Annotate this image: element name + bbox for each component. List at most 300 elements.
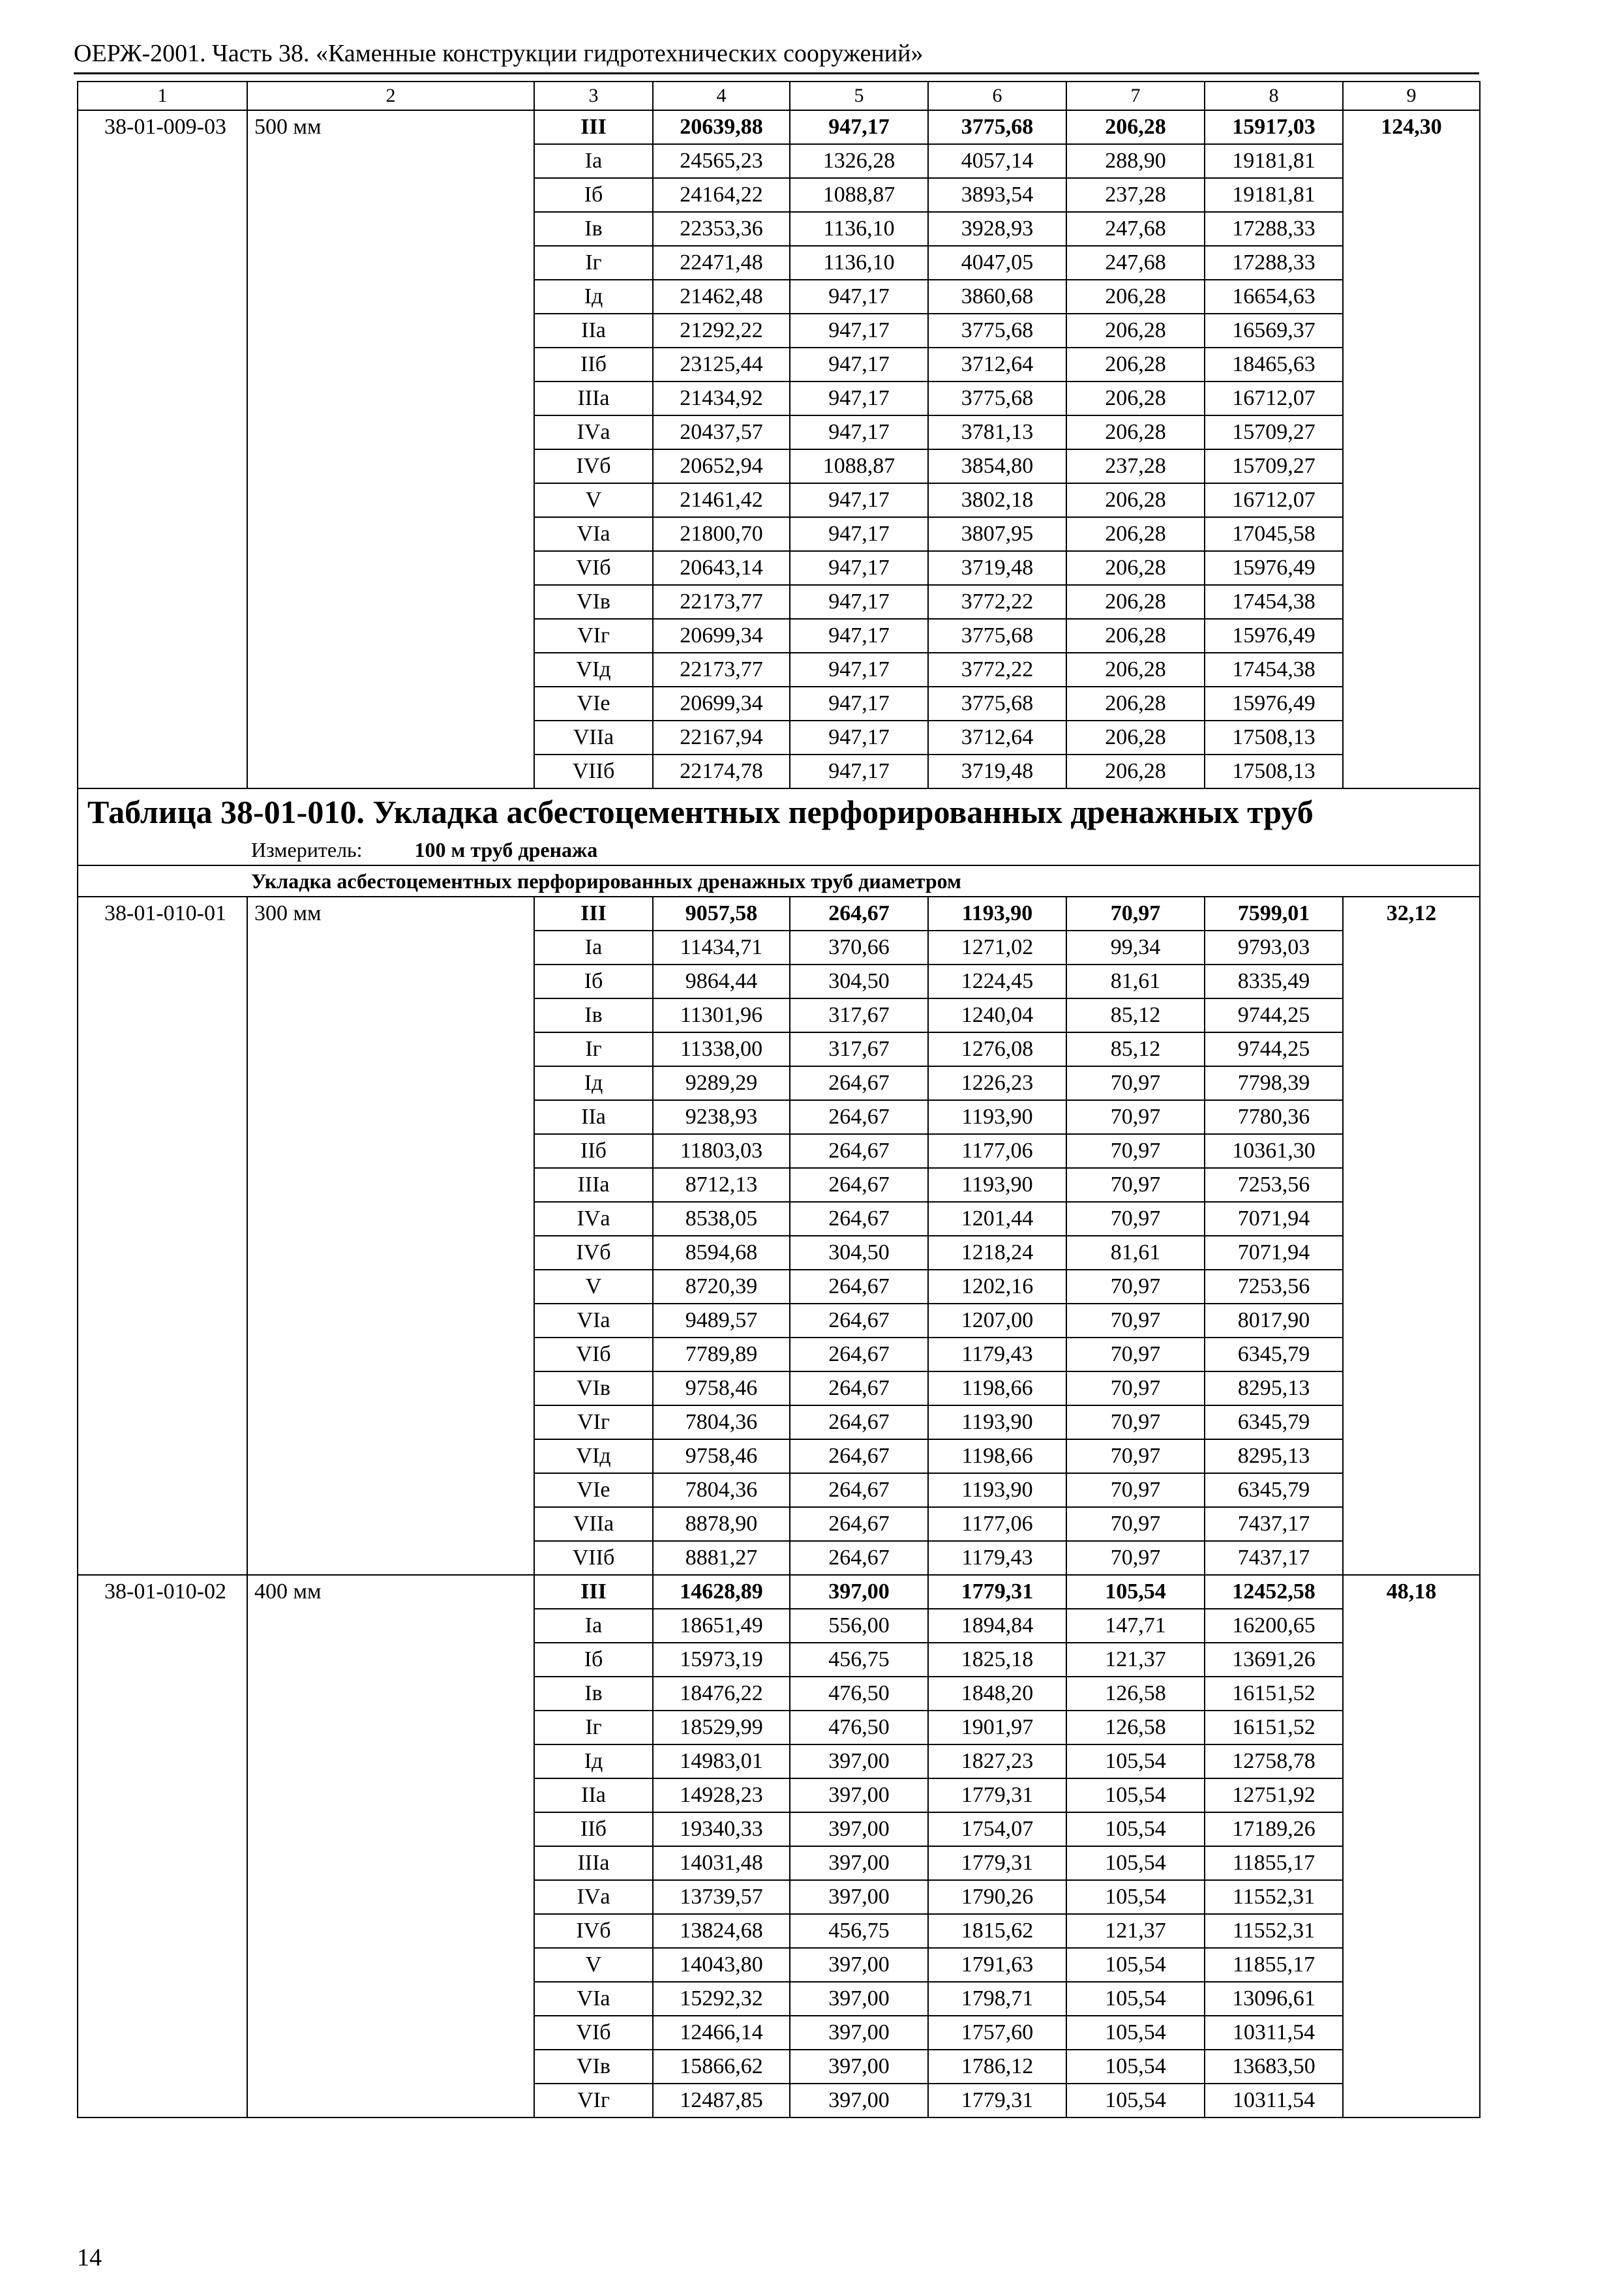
value-cell: 3854,80 <box>928 449 1066 483</box>
zone-cell: IIIа <box>534 1846 653 1880</box>
zone-cell: IIIа <box>534 1168 653 1202</box>
value-cell: 947,17 <box>790 382 928 415</box>
value-cell: 14031,48 <box>653 1846 790 1880</box>
value-cell: 1201,44 <box>928 1202 1066 1236</box>
value-cell: 397,00 <box>790 2016 928 2050</box>
value-cell: 12751,92 <box>1205 1778 1343 1812</box>
value-cell: 1198,66 <box>928 1439 1066 1473</box>
value-cell: 206,28 <box>1066 619 1205 653</box>
value-cell: 304,50 <box>790 965 928 998</box>
zone-cell: IIIа <box>534 382 653 415</box>
value-cell: 206,28 <box>1066 755 1205 788</box>
value-cell: 70,97 <box>1066 1304 1205 1338</box>
value-cell: 14043,80 <box>653 1948 790 1982</box>
zone-cell: VIа <box>534 517 653 551</box>
value-cell: 15709,27 <box>1205 415 1343 449</box>
value-cell: 70,97 <box>1066 1168 1205 1202</box>
value-cell: 11552,31 <box>1205 1880 1343 1914</box>
measure-row <box>78 835 1480 865</box>
value-cell: 147,71 <box>1066 1609 1205 1643</box>
value-cell: 10361,30 <box>1205 1134 1343 1168</box>
value-cell: 8712,13 <box>653 1168 790 1202</box>
value-cell: 16151,52 <box>1205 1677 1343 1711</box>
measure-label: Измеритель: <box>251 838 363 861</box>
value-cell: 70,97 <box>1066 1507 1205 1541</box>
value-cell: 8017,90 <box>1205 1304 1343 1338</box>
value-cell: 19181,81 <box>1205 178 1343 212</box>
value-cell: 317,67 <box>790 1032 928 1066</box>
value-cell: 70,97 <box>1066 1405 1205 1439</box>
value-cell: 1779,31 <box>928 2084 1066 2117</box>
value-cell: 476,50 <box>790 1711 928 1744</box>
value-cell: 1193,90 <box>928 1168 1066 1202</box>
value-cell: 947,17 <box>790 755 928 788</box>
value-cell: 9057,58 <box>653 897 790 931</box>
value-cell: 19181,81 <box>1205 144 1343 178</box>
value-cell: 947,17 <box>790 517 928 551</box>
value-cell: 264,67 <box>790 1439 928 1473</box>
value-cell: 9238,93 <box>653 1100 790 1134</box>
value-cell: 8295,13 <box>1205 1371 1343 1405</box>
value-cell: 16200,65 <box>1205 1609 1343 1643</box>
value-cell: 397,00 <box>790 1846 928 1880</box>
value-cell: 11855,17 <box>1205 1846 1343 1880</box>
zone-cell: VIг <box>534 1405 653 1439</box>
value-cell: 70,97 <box>1066 1541 1205 1575</box>
value-cell: 9489,57 <box>653 1304 790 1338</box>
value-cell: 947,17 <box>790 348 928 382</box>
value-cell: 947,17 <box>790 110 928 144</box>
value-cell: 18476,22 <box>653 1677 790 1711</box>
value-cell: 397,00 <box>790 2084 928 2117</box>
value-cell: 947,17 <box>790 687 928 721</box>
value-cell: 264,67 <box>790 1168 928 1202</box>
value-cell: 4057,14 <box>928 144 1066 178</box>
value-cell: 1177,06 <box>928 1507 1066 1541</box>
value-cell: 70,97 <box>1066 1338 1205 1371</box>
zone-cell: VIв <box>534 2050 653 2084</box>
value-cell: 947,17 <box>790 585 928 619</box>
value-cell: 13739,57 <box>653 1880 790 1914</box>
value-cell: 21292,22 <box>653 314 790 348</box>
value-cell: 264,67 <box>790 1405 928 1439</box>
value-cell: 8594,68 <box>653 1236 790 1270</box>
value-cell: 206,28 <box>1066 721 1205 755</box>
value-cell: 20437,57 <box>653 415 790 449</box>
value-cell: 7804,36 <box>653 1405 790 1439</box>
value-cell: 13096,61 <box>1205 1982 1343 2016</box>
value-cell: 1825,18 <box>928 1643 1066 1677</box>
value-cell: 1088,87 <box>790 449 928 483</box>
labor-cell: 32,12 <box>1343 897 1480 1575</box>
value-cell: 3719,48 <box>928 755 1066 788</box>
value-cell: 99,34 <box>1066 931 1205 965</box>
value-cell: 9758,46 <box>653 1371 790 1405</box>
value-cell: 16654,63 <box>1205 280 1343 314</box>
value-cell: 264,67 <box>790 1304 928 1338</box>
value-cell: 237,28 <box>1066 178 1205 212</box>
value-cell: 1815,62 <box>928 1914 1066 1948</box>
value-cell: 19340,33 <box>653 1812 790 1846</box>
value-cell: 1848,20 <box>928 1677 1066 1711</box>
value-cell: 264,67 <box>790 1202 928 1236</box>
zone-cell: VIIб <box>534 1541 653 1575</box>
zone-cell: Ia <box>534 144 653 178</box>
zone-cell: VIв <box>534 1371 653 1405</box>
value-cell: 22167,94 <box>653 721 790 755</box>
value-cell: 14628,89 <box>653 1575 790 1609</box>
value-cell: 70,97 <box>1066 1371 1205 1405</box>
zone-cell: IIа <box>534 1100 653 1134</box>
value-cell: 11803,03 <box>653 1134 790 1168</box>
value-cell: 1271,02 <box>928 931 1066 965</box>
value-cell: 206,28 <box>1066 280 1205 314</box>
value-cell: 3772,22 <box>928 585 1066 619</box>
value-cell: 3712,64 <box>928 721 1066 755</box>
zone-cell: IIа <box>534 314 653 348</box>
value-cell: 1136,10 <box>790 212 928 246</box>
value-cell: 70,97 <box>1066 1270 1205 1304</box>
value-cell: 12452,58 <box>1205 1575 1343 1609</box>
column-number-cell: 8 <box>1205 82 1343 110</box>
zone-cell: IVа <box>534 1202 653 1236</box>
value-cell: 206,28 <box>1066 653 1205 687</box>
zone-cell: Iд <box>534 1744 653 1778</box>
value-cell: 8881,27 <box>653 1541 790 1575</box>
value-cell: 1901,97 <box>928 1711 1066 1744</box>
value-cell: 264,67 <box>790 1473 928 1507</box>
value-cell: 12487,85 <box>653 2084 790 2117</box>
value-cell: 1136,10 <box>790 246 928 280</box>
value-cell: 9289,29 <box>653 1066 790 1100</box>
value-cell: 85,12 <box>1066 1032 1205 1066</box>
value-cell: 7253,56 <box>1205 1270 1343 1304</box>
value-cell: 3893,54 <box>928 178 1066 212</box>
value-cell: 17288,33 <box>1205 212 1343 246</box>
value-cell: 3712,64 <box>928 348 1066 382</box>
value-cell: 105,54 <box>1066 1948 1205 1982</box>
value-cell: 7071,94 <box>1205 1202 1343 1236</box>
value-cell: 105,54 <box>1066 1846 1205 1880</box>
zone-cell: IVб <box>534 449 653 483</box>
value-cell: 7071,94 <box>1205 1236 1343 1270</box>
value-cell: 456,75 <box>790 1914 928 1948</box>
rates-table-container <box>77 81 1479 2118</box>
zone-cell: IVа <box>534 415 653 449</box>
value-cell: 8878,90 <box>653 1507 790 1541</box>
value-cell: 304,50 <box>790 1236 928 1270</box>
value-cell: 105,54 <box>1066 2050 1205 2084</box>
value-cell: 206,28 <box>1066 110 1205 144</box>
value-cell: 22173,77 <box>653 653 790 687</box>
zone-cell: VIб <box>534 551 653 585</box>
value-cell: 1754,07 <box>928 1812 1066 1846</box>
value-cell: 21434,92 <box>653 382 790 415</box>
value-cell: 11301,96 <box>653 998 790 1032</box>
value-cell: 397,00 <box>790 1880 928 1914</box>
value-cell: 10311,54 <box>1205 2084 1343 2117</box>
zone-cell: Ia <box>534 1609 653 1643</box>
value-cell: 13691,26 <box>1205 1643 1343 1677</box>
value-cell: 6345,79 <box>1205 1405 1343 1439</box>
value-cell: 70,97 <box>1066 897 1205 931</box>
value-cell: 11434,71 <box>653 931 790 965</box>
rate-name-cell: 400 мм <box>247 1575 534 2117</box>
value-cell: 13683,50 <box>1205 2050 1343 2084</box>
zone-cell: Ia <box>534 931 653 965</box>
value-cell: 21461,42 <box>653 483 790 517</box>
value-cell: 20699,34 <box>653 619 790 653</box>
value-cell: 121,37 <box>1066 1643 1205 1677</box>
zone-cell: Iв <box>534 212 653 246</box>
value-cell: 456,75 <box>790 1643 928 1677</box>
value-cell: 247,68 <box>1066 246 1205 280</box>
page-number: 14 <box>77 2244 102 2271</box>
zone-cell: VIа <box>534 1982 653 2016</box>
value-cell: 264,67 <box>790 1507 928 1541</box>
value-cell: 1179,43 <box>928 1541 1066 1575</box>
subtitle-row <box>78 865 1480 897</box>
value-cell: 21800,70 <box>653 517 790 551</box>
value-cell: 206,28 <box>1066 483 1205 517</box>
column-number-cell: 1 <box>78 82 247 110</box>
value-cell: 12466,14 <box>653 2016 790 2050</box>
value-cell: 81,61 <box>1066 965 1205 998</box>
zone-cell: Iв <box>534 998 653 1032</box>
table-row <box>78 110 1480 144</box>
value-cell: 16712,07 <box>1205 382 1343 415</box>
zone-cell: Iв <box>534 1677 653 1711</box>
zone-cell: IIа <box>534 1778 653 1812</box>
value-cell: 206,28 <box>1066 415 1205 449</box>
value-cell: 126,58 <box>1066 1677 1205 1711</box>
zone-cell: IIб <box>534 1812 653 1846</box>
value-cell: 264,67 <box>790 1100 928 1134</box>
value-cell: 1276,08 <box>928 1032 1066 1066</box>
value-cell: 1193,90 <box>928 897 1066 931</box>
value-cell: 1790,26 <box>928 1880 1066 1914</box>
table-title-row <box>78 788 1480 835</box>
zone-cell: VIв <box>534 585 653 619</box>
value-cell: 105,54 <box>1066 2016 1205 2050</box>
value-cell: 1226,23 <box>928 1066 1066 1100</box>
value-cell: 20652,94 <box>653 449 790 483</box>
value-cell: 370,66 <box>790 931 928 965</box>
value-cell: 15973,19 <box>653 1643 790 1677</box>
value-cell: 1894,84 <box>928 1609 1066 1643</box>
zone-cell: VIд <box>534 1439 653 1473</box>
value-cell: 3775,68 <box>928 687 1066 721</box>
zone-cell: III <box>534 897 653 931</box>
value-cell: 947,17 <box>790 551 928 585</box>
value-cell: 247,68 <box>1066 212 1205 246</box>
rate-code-cell: 38-01-010-01 <box>78 897 247 1575</box>
column-number-row <box>78 82 1480 110</box>
value-cell: 70,97 <box>1066 1066 1205 1100</box>
value-cell: 24164,22 <box>653 178 790 212</box>
labor-cell: 48,18 <box>1343 1575 1480 2117</box>
column-number-cell: 5 <box>790 82 928 110</box>
value-cell: 1193,90 <box>928 1100 1066 1134</box>
value-cell: 8335,49 <box>1205 965 1343 998</box>
value-cell: 7437,17 <box>1205 1541 1343 1575</box>
zone-cell: VIд <box>534 653 653 687</box>
value-cell: 22471,48 <box>653 246 790 280</box>
zone-cell: IVб <box>534 1914 653 1948</box>
value-cell: 947,17 <box>790 721 928 755</box>
value-cell: 1791,63 <box>928 1948 1066 1982</box>
value-cell: 206,28 <box>1066 687 1205 721</box>
value-cell: 6345,79 <box>1205 1338 1343 1371</box>
value-cell: 397,00 <box>790 1982 928 2016</box>
value-cell: 17508,13 <box>1205 721 1343 755</box>
value-cell: 397,00 <box>790 1744 928 1778</box>
column-number-cell: 9 <box>1343 82 1480 110</box>
zone-cell: V <box>534 1270 653 1304</box>
value-cell: 16712,07 <box>1205 483 1343 517</box>
value-cell: 1326,28 <box>790 144 928 178</box>
zone-cell: Iд <box>534 1066 653 1100</box>
rate-name-cell: 300 мм <box>247 897 534 1575</box>
value-cell: 15976,49 <box>1205 687 1343 721</box>
value-cell: 7798,39 <box>1205 1066 1343 1100</box>
value-cell: 85,12 <box>1066 998 1205 1032</box>
zone-cell: Iб <box>534 1643 653 1677</box>
value-cell: 22173,77 <box>653 585 790 619</box>
value-cell: 1240,04 <box>928 998 1066 1032</box>
value-cell: 11855,17 <box>1205 1948 1343 1982</box>
value-cell: 317,67 <box>790 998 928 1032</box>
value-cell: 1179,43 <box>928 1338 1066 1371</box>
value-cell: 8720,39 <box>653 1270 790 1304</box>
value-cell: 9744,25 <box>1205 1032 1343 1066</box>
page-header: ОЕРЖ-2001. Часть 38. «Каменные конструкции гидротехнических сооружений» <box>74 40 924 67</box>
value-cell: 20699,34 <box>653 687 790 721</box>
value-cell: 264,67 <box>790 1338 928 1371</box>
column-number-cell: 2 <box>247 82 534 110</box>
value-cell: 1218,24 <box>928 1236 1066 1270</box>
zone-cell: IVб <box>534 1236 653 1270</box>
value-cell: 17454,38 <box>1205 585 1343 619</box>
value-cell: 14928,23 <box>653 1778 790 1812</box>
column-number-cell: 3 <box>534 82 653 110</box>
value-cell: 1193,90 <box>928 1473 1066 1507</box>
value-cell: 206,28 <box>1066 551 1205 585</box>
zone-cell: VIа <box>534 1304 653 1338</box>
value-cell: 288,90 <box>1066 144 1205 178</box>
value-cell: 15976,49 <box>1205 619 1343 653</box>
value-cell: 1202,16 <box>928 1270 1066 1304</box>
value-cell: 20643,14 <box>653 551 790 585</box>
zone-cell: VIIб <box>534 755 653 788</box>
value-cell: 126,58 <box>1066 1711 1205 1744</box>
value-cell: 947,17 <box>790 415 928 449</box>
zone-cell: Iг <box>534 246 653 280</box>
rate-code-cell: 38-01-009-03 <box>78 110 247 788</box>
value-cell: 12758,78 <box>1205 1744 1343 1778</box>
zone-cell: Iд <box>534 280 653 314</box>
value-cell: 206,28 <box>1066 517 1205 551</box>
value-cell: 9864,44 <box>653 965 790 998</box>
value-cell: 3772,22 <box>928 653 1066 687</box>
zone-cell: Iг <box>534 1032 653 1066</box>
value-cell: 1088,87 <box>790 178 928 212</box>
table-subtitle: Укладка асбестоцементных перфорированных дренажных труб диаметром <box>78 865 1480 897</box>
value-cell: 15866,62 <box>653 2050 790 2084</box>
value-cell: 7789,89 <box>653 1338 790 1371</box>
value-cell: 3807,95 <box>928 517 1066 551</box>
value-cell: 3775,68 <box>928 619 1066 653</box>
value-cell: 3775,68 <box>928 314 1066 348</box>
value-cell: 24565,23 <box>653 144 790 178</box>
value-cell: 264,67 <box>790 1134 928 1168</box>
value-cell: 105,54 <box>1066 1880 1205 1914</box>
value-cell: 9793,03 <box>1205 931 1343 965</box>
value-cell: 206,28 <box>1066 348 1205 382</box>
value-cell: 3781,13 <box>928 415 1066 449</box>
value-cell: 264,67 <box>790 1371 928 1405</box>
zone-cell: VIб <box>534 1338 653 1371</box>
value-cell: 11552,31 <box>1205 1914 1343 1948</box>
value-cell: 947,17 <box>790 619 928 653</box>
value-cell: 22174,78 <box>653 755 790 788</box>
value-cell: 23125,44 <box>653 348 790 382</box>
value-cell: 105,54 <box>1066 1982 1205 2016</box>
value-cell: 3860,68 <box>928 280 1066 314</box>
value-cell: 121,37 <box>1066 1914 1205 1948</box>
value-cell: 21462,48 <box>653 280 790 314</box>
zone-cell: VIг <box>534 2084 653 2117</box>
value-cell: 1779,31 <box>928 1846 1066 1880</box>
value-cell: 70,97 <box>1066 1473 1205 1507</box>
value-cell: 206,28 <box>1066 314 1205 348</box>
value-cell: 947,17 <box>790 314 928 348</box>
value-cell: 397,00 <box>790 1812 928 1846</box>
value-cell: 1757,60 <box>928 2016 1066 2050</box>
value-cell: 17189,26 <box>1205 1812 1343 1846</box>
zone-cell: V <box>534 483 653 517</box>
value-cell: 8538,05 <box>653 1202 790 1236</box>
value-cell: 13824,68 <box>653 1914 790 1948</box>
value-cell: 947,17 <box>790 280 928 314</box>
value-cell: 397,00 <box>790 2050 928 2084</box>
rate-code-cell: 38-01-010-02 <box>78 1575 247 2117</box>
value-cell: 1786,12 <box>928 2050 1066 2084</box>
table-row <box>78 1575 1480 1609</box>
value-cell: 556,00 <box>790 1609 928 1643</box>
value-cell: 264,67 <box>790 1541 928 1575</box>
value-cell: 3719,48 <box>928 551 1066 585</box>
value-cell: 105,54 <box>1066 2084 1205 2117</box>
zone-cell: V <box>534 1948 653 1982</box>
value-cell: 16151,52 <box>1205 1711 1343 1744</box>
value-cell: 20639,88 <box>653 110 790 144</box>
value-cell: 1224,45 <box>928 965 1066 998</box>
value-cell: 3802,18 <box>928 483 1066 517</box>
value-cell: 105,54 <box>1066 1778 1205 1812</box>
value-cell: 15292,32 <box>653 1982 790 2016</box>
zone-cell: III <box>534 110 653 144</box>
zone-cell: IVа <box>534 1880 653 1914</box>
value-cell: 105,54 <box>1066 1812 1205 1846</box>
value-cell: 7437,17 <box>1205 1507 1343 1541</box>
value-cell: 7599,01 <box>1205 897 1343 931</box>
value-cell: 14983,01 <box>653 1744 790 1778</box>
value-cell: 397,00 <box>790 1948 928 1982</box>
value-cell: 70,97 <box>1066 1439 1205 1473</box>
value-cell: 1177,06 <box>928 1134 1066 1168</box>
value-cell: 17288,33 <box>1205 246 1343 280</box>
